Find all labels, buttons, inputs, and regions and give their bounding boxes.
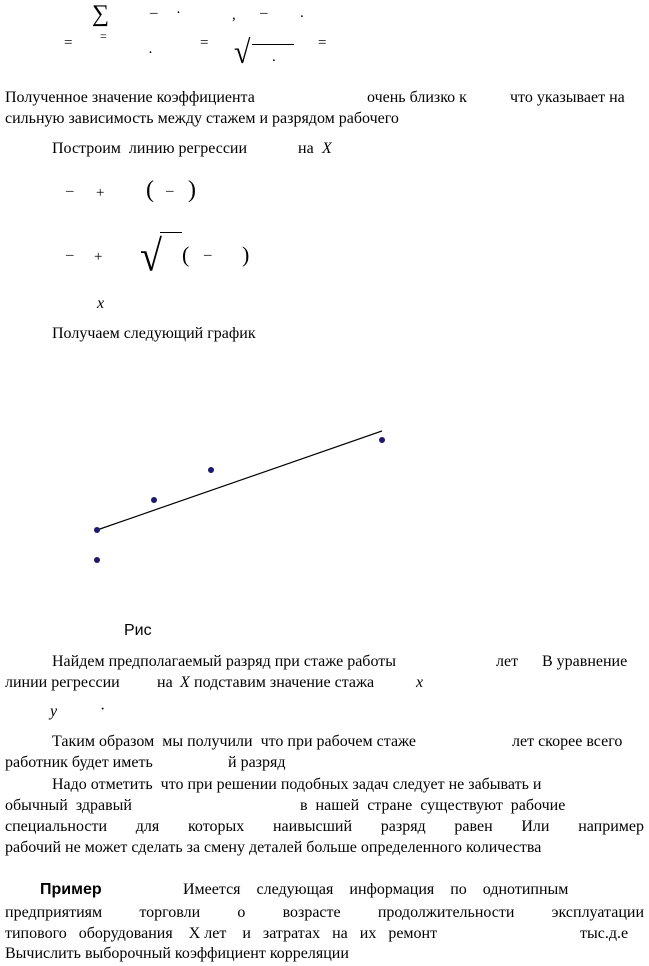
formula-equals-small: = bbox=[100, 29, 107, 43]
paren-open: ( bbox=[182, 242, 190, 267]
para2-text: В уравнение bbox=[542, 653, 628, 670]
variable-x: x bbox=[416, 674, 424, 691]
para2-text: на bbox=[157, 674, 173, 691]
variable-x: X bbox=[180, 674, 190, 691]
para4-text: в нашей стране существуют рабочие bbox=[300, 797, 566, 814]
para3-text: лет скорее всего bbox=[512, 733, 623, 750]
formula-minus: – bbox=[66, 247, 74, 263]
example-text: тыс.д.е bbox=[580, 925, 629, 942]
regression-chart bbox=[0, 370, 649, 620]
graph-intro: Получаем следующий график bbox=[52, 325, 256, 342]
para1-text: очень близко к bbox=[367, 89, 467, 106]
para4-text: специальности для которых наивысший разряд равен Или например bbox=[5, 818, 644, 835]
data-point bbox=[151, 497, 157, 503]
formula-minus: – bbox=[66, 183, 74, 199]
data-point bbox=[208, 467, 214, 473]
formula-minus: – bbox=[166, 183, 174, 199]
formula-minus: – bbox=[150, 5, 158, 21]
paren-close: ) bbox=[242, 242, 250, 267]
variable-x: x bbox=[97, 295, 105, 312]
data-point bbox=[94, 527, 100, 533]
sqrt-bar bbox=[252, 44, 294, 45]
formula-dot: . bbox=[272, 49, 276, 65]
variable-y: y bbox=[50, 703, 58, 720]
regression-text: Построим линию регрессии bbox=[52, 140, 248, 157]
para4-text: Надо отметить что при решении подобных задач следует не забывать и bbox=[52, 776, 542, 793]
formula-plus: + bbox=[96, 185, 105, 201]
data-point bbox=[94, 557, 100, 563]
example-text: предприятиям торговли о возрасте продолжительности эксплуатации bbox=[5, 904, 644, 921]
sqrt-icon: √ bbox=[140, 230, 162, 281]
formula-dot: · bbox=[176, 5, 181, 21]
para3-text: й разряд bbox=[228, 754, 286, 771]
para1-text: Полученное значение коэффициента bbox=[5, 89, 255, 106]
figure-caption: Рис bbox=[124, 622, 152, 639]
paren-close: ) bbox=[188, 177, 196, 203]
sqrt-icon: √ bbox=[234, 34, 251, 71]
paren-open: ( bbox=[146, 177, 154, 203]
para2-text: подставим значение стажа bbox=[194, 674, 375, 691]
para3-text: Таким образом мы получили что при рабочем стаже bbox=[52, 733, 416, 750]
example-label: Пример bbox=[40, 881, 102, 898]
formula-dot: · bbox=[100, 701, 106, 718]
regression-text: на bbox=[298, 140, 314, 157]
variable-x: X bbox=[322, 140, 332, 157]
para1-text: что указывает на bbox=[510, 89, 625, 106]
example-text: типового оборудования Х лет и затратах на их ремонт bbox=[5, 925, 438, 942]
para2-text: линии регрессии bbox=[5, 674, 120, 691]
formula-comma: , bbox=[232, 7, 236, 23]
para1-text: сильную зависимость между стажем и разрядом рабочего bbox=[5, 110, 399, 127]
formula-minus: – bbox=[204, 247, 212, 263]
regression-line bbox=[97, 431, 382, 530]
para4-text: обычный здравый bbox=[5, 797, 132, 814]
data-point bbox=[379, 437, 385, 443]
para4-text: рабочий не может сделать за смену деталей больше определенного количества bbox=[5, 839, 542, 856]
formula-plus: + bbox=[94, 249, 103, 265]
formula-equals: = bbox=[64, 35, 73, 51]
example-text: Имеется следующая информация по однотипным bbox=[183, 881, 569, 898]
formula-equals: = bbox=[200, 35, 209, 51]
para2-text: лет bbox=[496, 653, 519, 670]
para2-text: Найдем предполагаемый разряд при стаже работы bbox=[52, 653, 396, 670]
sum-symbol: ∑ bbox=[92, 1, 110, 27]
formula-dot: · bbox=[148, 45, 153, 61]
para3-text: работник будет иметь bbox=[5, 754, 153, 771]
formula-minus: – bbox=[260, 5, 268, 21]
formula-equals: = bbox=[318, 35, 327, 51]
example-text: Вычислить выборочный коэффициент корреляции bbox=[5, 945, 349, 962]
formula-dot: . bbox=[300, 5, 304, 21]
sqrt-bar bbox=[160, 232, 182, 233]
